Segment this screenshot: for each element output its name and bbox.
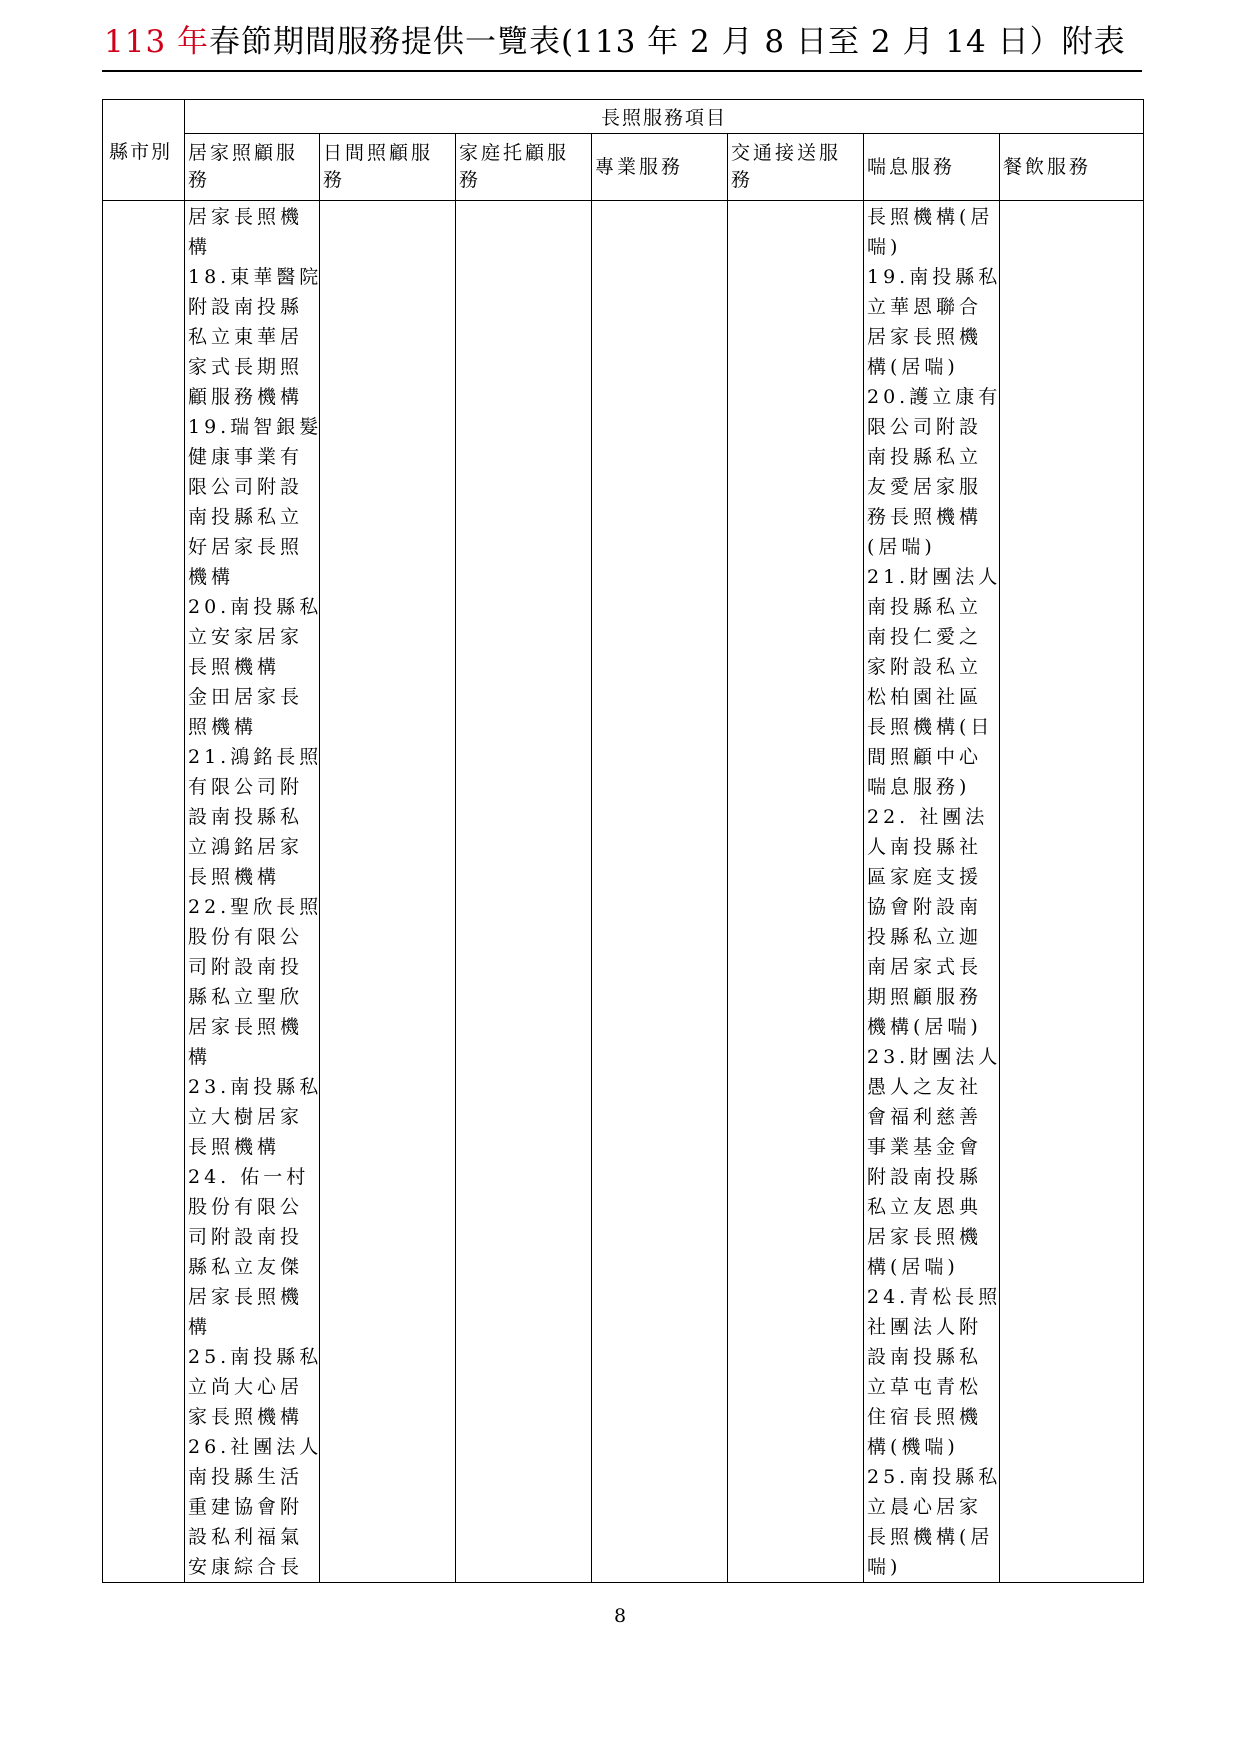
column-header-line: 交通接送服 xyxy=(731,142,842,164)
provider-line: 事業基金會 xyxy=(867,1136,983,1158)
column-header-line: 喘息服務 xyxy=(867,155,956,178)
table-row xyxy=(103,201,1144,1583)
provider-line: 23.南投縣私 xyxy=(188,1076,323,1098)
provider-line: 構(機喘) xyxy=(867,1436,959,1458)
column-header xyxy=(320,134,456,201)
provider-line: 投縣私立迦 xyxy=(867,926,983,948)
provider-line: 26.社團法人 xyxy=(188,1436,323,1458)
provider-line: 設私利福氣 xyxy=(188,1526,304,1548)
provider-line: 股份有限公 xyxy=(188,1196,304,1218)
provider-line: 長照機構(日 xyxy=(867,716,994,738)
column-header xyxy=(185,134,320,201)
provider-line: 長照機構(居 xyxy=(867,206,994,228)
column-header-line: 家庭托顧服 xyxy=(459,142,570,164)
respite-cell xyxy=(864,201,1000,1583)
provider-line: 立安家居家 xyxy=(188,626,304,648)
provider-line: 24. 佑一村 xyxy=(188,1166,310,1188)
provider-line: (居喘) xyxy=(867,536,936,558)
provider-line: 私立東華居 xyxy=(188,326,304,348)
provider-line: 22.聖欣長照 xyxy=(188,896,323,918)
column-header-line: 務 xyxy=(323,169,346,191)
page-title xyxy=(104,22,1144,62)
provider-line: 構(居喘) xyxy=(867,1256,959,1278)
provider-line: 立草屯青松 xyxy=(867,1376,983,1398)
provider-line: 南投縣私立 xyxy=(867,446,983,468)
transport-cell xyxy=(728,201,864,1583)
column-header xyxy=(864,134,1000,201)
provider-line: 附設南投縣 xyxy=(867,1166,983,1188)
column-header xyxy=(728,134,864,201)
respite-providers xyxy=(867,202,1002,1582)
provider-line: 期照顧服務 xyxy=(867,986,983,1008)
provider-line: 居家長照機 xyxy=(188,1286,304,1308)
provider-line: 長照機構(居 xyxy=(867,1526,994,1548)
provider-line: 居家長照機 xyxy=(188,1016,304,1038)
column-header-line: 務 xyxy=(731,169,754,191)
provider-line: 22. 社團法 xyxy=(867,806,989,828)
provider-line: 機構(居喘) xyxy=(867,1016,982,1038)
home-care-providers xyxy=(188,202,323,1582)
provider-line: 顧服務機構 xyxy=(188,386,304,408)
column-header xyxy=(1000,134,1144,201)
column-header xyxy=(456,134,592,201)
provider-line: 設南投縣私 xyxy=(867,1346,983,1368)
title-year: 113 年 xyxy=(104,24,210,60)
provider-line: 安康綜合長 xyxy=(188,1556,304,1578)
provider-line: 長照機構 xyxy=(188,1136,281,1158)
provider-line: 設南投縣私 xyxy=(188,806,304,828)
provider-line: 私立友恩典 xyxy=(867,1196,983,1218)
provider-line: 20.南投縣私 xyxy=(188,596,323,618)
provider-line: 限公司附設 xyxy=(188,476,304,498)
provider-line: 19.南投縣私 xyxy=(867,266,1002,288)
provider-line: 構 xyxy=(188,236,212,258)
provider-line: 立尚大心居 xyxy=(188,1376,304,1398)
provider-line: 縣私立聖欣 xyxy=(188,986,304,1008)
provider-line: 家長照機構 xyxy=(188,1406,304,1428)
provider-line: 附設南投縣 xyxy=(188,296,304,318)
provider-line: 長照機構 xyxy=(188,866,281,888)
provider-line: 25.南投縣私 xyxy=(867,1466,1002,1488)
provider-line: 21.鴻銘長照 xyxy=(188,746,323,768)
provider-line: 有限公司附 xyxy=(188,776,304,798)
column-header-line: 居家照顧服 xyxy=(188,142,299,164)
provider-line: 喘息服務) xyxy=(867,776,971,798)
provider-line: 23.財團法人 xyxy=(867,1046,1002,1068)
provider-line: 住宿長照機 xyxy=(867,1406,983,1428)
column-header-line: 專業服務 xyxy=(595,155,684,178)
provider-line: 南投縣生活 xyxy=(188,1466,304,1488)
county-cell xyxy=(103,201,185,1583)
provider-line: 立鴻銘居家 xyxy=(188,836,304,858)
provider-line: 愚人之友社 xyxy=(867,1076,983,1098)
provider-line: 照機構 xyxy=(188,716,258,738)
provider-line: 區家庭支援 xyxy=(867,866,983,888)
professional-service-cell xyxy=(592,201,728,1583)
service-table xyxy=(102,99,1144,1583)
provider-line: 社團法人附 xyxy=(867,1316,983,1338)
provider-line: 南投縣私立 xyxy=(867,596,983,618)
provider-line: 限公司附設 xyxy=(867,416,983,438)
provider-line: 會福利慈善 xyxy=(867,1106,983,1128)
provider-line: 立大樹居家 xyxy=(188,1106,304,1128)
title-text: 春節期間服務提供一覽表(113 年 2 月 8 日至 2 月 14 日）附表 xyxy=(209,24,1126,60)
provider-line: 股份有限公 xyxy=(188,926,304,948)
provider-line: 喘) xyxy=(867,1556,902,1578)
provider-line: 司附設南投 xyxy=(188,956,304,978)
column-header xyxy=(592,134,728,201)
provider-line: 長照機構 xyxy=(188,656,281,678)
provider-line: 家式長期照 xyxy=(188,356,304,378)
provider-line: 金田居家長 xyxy=(188,686,304,708)
family-care-cell xyxy=(456,201,592,1583)
provider-line: 南投縣私立 xyxy=(188,506,304,528)
provider-line: 機構 xyxy=(188,566,235,588)
provider-line: 務長照機構 xyxy=(867,506,983,528)
page-number: 8 xyxy=(613,1605,627,1627)
provider-line: 協會附設南 xyxy=(867,896,983,918)
provider-line: 19.瑞智銀髮 xyxy=(188,416,323,438)
provider-line: 南居家式長 xyxy=(867,956,983,978)
provider-line: 重建協會附 xyxy=(188,1496,304,1518)
provider-line: 健康事業有 xyxy=(188,446,304,468)
provider-line: 友愛居家服 xyxy=(867,476,983,498)
day-care-cell xyxy=(320,201,456,1583)
provider-line: 24.青松長照 xyxy=(867,1286,1002,1308)
column-header-line: 務 xyxy=(188,169,211,191)
provider-line: 構(居喘) xyxy=(867,356,959,378)
provider-line: 立華恩聯合 xyxy=(867,296,983,318)
column-header-line: 餐飲服務 xyxy=(1003,155,1092,178)
provider-line: 間照顧中心 xyxy=(867,746,983,768)
provider-line: 家附設私立 xyxy=(867,656,983,678)
provider-line: 25.南投縣私 xyxy=(188,1346,323,1368)
provider-line: 司附設南投 xyxy=(188,1226,304,1248)
title-underline xyxy=(102,70,1142,72)
provider-line: 南投仁愛之 xyxy=(867,626,983,648)
provider-line: 松柏園社區 xyxy=(867,686,983,708)
provider-line: 20.護立康有 xyxy=(867,386,1002,408)
provider-line: 居家長照機 xyxy=(188,206,304,228)
home-care-cell xyxy=(185,201,323,1583)
provider-line: 18.東華醫院 xyxy=(188,266,323,288)
provider-line: 居家長照機 xyxy=(867,326,983,348)
county-header: 縣市別 xyxy=(103,100,185,201)
column-header-row xyxy=(103,134,1144,201)
meal-service-cell xyxy=(1000,201,1144,1583)
provider-line: 居家長照機 xyxy=(867,1226,983,1248)
provider-line: 好居家長照 xyxy=(188,536,304,558)
provider-line: 21.財團法人 xyxy=(867,566,1002,588)
provider-line: 喘) xyxy=(867,236,902,258)
provider-line: 構 xyxy=(188,1046,212,1068)
column-header-line: 務 xyxy=(459,169,482,191)
provider-line: 人南投縣社 xyxy=(867,836,983,858)
provider-line: 構 xyxy=(188,1316,212,1338)
service-items-header: 長照服務項目 xyxy=(185,100,1144,134)
column-header-line: 日間照顧服 xyxy=(323,142,434,164)
provider-line: 立晨心居家 xyxy=(867,1496,983,1518)
provider-line: 縣私立友傑 xyxy=(188,1256,304,1278)
